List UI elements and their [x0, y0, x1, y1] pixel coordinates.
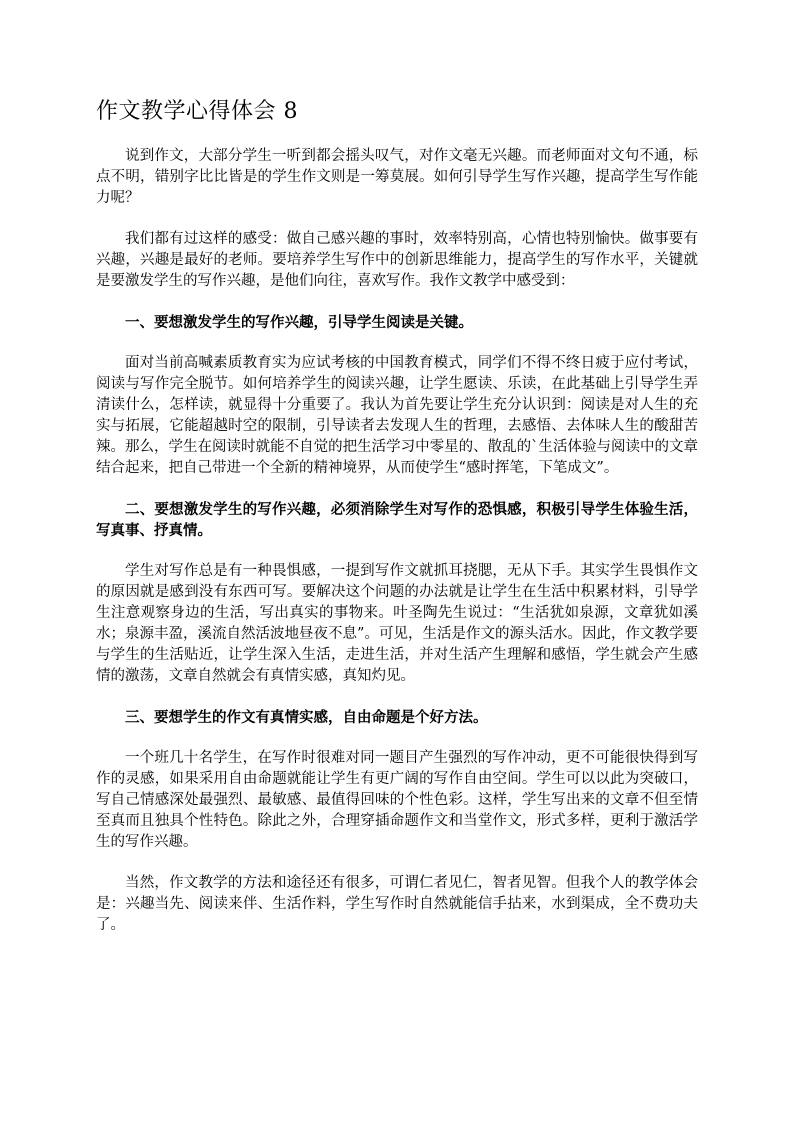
section-heading-2: 二、要想激发学生的写作兴趣，必须消除学生对写作的恐惧感，积极引导学生体验生活，写真事、抒真情。 [96, 501, 698, 539]
paragraph-reading: 面对当前高喊素质教育实为应试考核的中国教育模式，同学们不得不终日疲于应付考试，阅读与写作完全脱节。如何培养学生的阅读兴趣，让学生愿读、乐读，在此基础上引导学生弄清读什么，怎样读，就显得十分重要了。我认为首先要让学生充分认识到：阅读是对人生的充实与拓展，它能超越时空的限制，引导读者去发现人生的哲理，去感悟、去体味人生的酸甜苦辣。那么，学生在阅读时就能不自觉的把生活学习中零星的、散乱的`生活体验与阅读中的文章结合起来，把自己带进一个全新的精神境界，从而使学生“感时挥笔，下笔成文”。 [96, 355, 698, 476]
paragraph-conclusion: 当然，作文教学的方法和途径还有很多，可谓仁者见仁，智者见智。但我个人的教学体会是：兴趣当先、阅读来伴、生活作料，学生写作时自然就能信手拈来，水到渠成，全不费功夫了。 [96, 875, 698, 933]
section-heading-1: 一、要想激发学生的写作兴趣，引导学生阅读是关键。 [125, 314, 473, 331]
paragraph-intro: 说到作文，大部分学生一听到都会摇头叹气，对作文毫无兴趣。而老师面对文句不通，标点不明，错别字比比皆是的学生作文则是一筹莫展。如何引导学生写作兴趣，提高学生写作能力呢？ [96, 148, 698, 206]
paragraph-life: 学生对写作总是有一种畏惧感，一提到写作文就抓耳挠腮，无从下手。其实学生畏惧作文的原因就是感到没有东西可写。要解决这个问题的办法就是让学生在生活中积累材料，引导学生注意观察身边的生活，写出真实的事物来。叶圣陶先生说过：“生活犹如泉源，文章犹如溪水；泉源丰盈，溪流自然活波地昼夜不息”。可见，生活是作文的源头活水。因此，作文教学要与学生的生活贴近，让学生深入生活，走进生活，并对生活产生理解和感悟，学生就会产生感情的激荡，文章自然就会有真情实感，真知灼见。 [96, 563, 698, 684]
section-heading-3: 三、要想学生的作文有真情实感，自由命题是个好方法。 [125, 709, 488, 726]
document-title: 作文教学心得体会 8 [96, 99, 298, 124]
document-page [96, 96, 698, 956]
paragraph-free-topic: 一个班几十名学生，在写作时很难对同一题目产生强烈的写作冲动，更不可能很快得到写作的灵感，如果采用自由命题就能让学生有更广阔的写作自由空间。学生可以以此为突破口，写自己情感深处最强烈、最敏感、最值得回味的个性色彩。这样，学生写出来的文章不但至情至真而且独具个性特色。除此之外，合理穿插命题作文和当堂作文，形式多样，更利于激活学生的写作兴趣。 [96, 750, 698, 850]
paragraph-feeling: 我们都有过这样的感受：做自己感兴趣的事时，效率特别高，心情也特别愉快。做事要有兴趣，兴趣是最好的老师。要培养学生写作中的创新思维能力，提高学生的写作水平，关键就是要激发学生的写作兴趣，是他们向往，喜欢写作。我作文教学中感受到： [96, 231, 698, 289]
